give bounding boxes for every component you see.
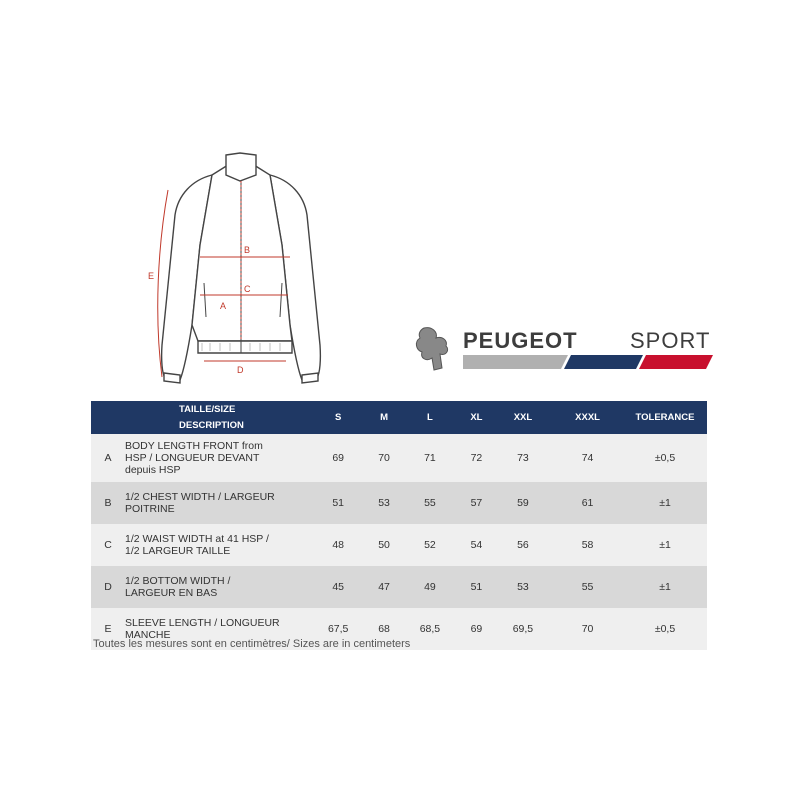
peugeot-sport-logo	[408, 322, 713, 377]
row-letter: D	[91, 566, 125, 608]
cell-value: 54	[459, 524, 494, 566]
row-description: 1/2 CHEST WIDTH / LARGEUR POITRINE	[125, 482, 309, 524]
header-size-m: M	[367, 401, 400, 434]
cell-value: 59	[494, 482, 552, 524]
header-tolerance: TOLERANCE	[623, 401, 707, 434]
cell-tolerance: ±0,5	[623, 608, 707, 650]
cell-value: 45	[309, 566, 367, 608]
row-letter: A	[91, 434, 125, 482]
brand-name: PEUGEOT	[463, 328, 578, 353]
cell-tolerance: ±0,5	[623, 434, 707, 482]
cell-value: 69	[459, 608, 494, 650]
cell-value: 56	[494, 524, 552, 566]
row-description: 1/2 WAIST WIDTH at 41 HSP / 1/2 LARGEUR TAILLE	[125, 524, 309, 566]
label-c: C	[244, 284, 251, 294]
cell-value: 69	[309, 434, 367, 482]
row-letter: E	[91, 608, 125, 650]
cell-value: 69,5	[494, 608, 552, 650]
table-row	[91, 566, 707, 608]
header-size-xxxl: XXXL	[552, 401, 623, 434]
cell-value: 61	[552, 482, 623, 524]
cell-tolerance: ±1	[623, 566, 707, 608]
cell-value: 47	[367, 566, 400, 608]
jacket-diagram	[140, 145, 350, 390]
cell-value: 68,5	[401, 608, 459, 650]
cell-value: 67,5	[309, 608, 367, 650]
cell-value: 72	[459, 434, 494, 482]
label-b: B	[244, 245, 251, 255]
size-table	[91, 401, 707, 650]
cell-value: 68	[367, 608, 400, 650]
label-d: D	[237, 365, 244, 375]
table-row	[91, 524, 707, 566]
row-letter: C	[91, 524, 125, 566]
cell-value: 52	[401, 524, 459, 566]
cell-value: 57	[459, 482, 494, 524]
cell-value: 55	[401, 482, 459, 524]
cell-value: 74	[552, 434, 623, 482]
header-size-label: TAILLE/SIZE	[179, 403, 236, 415]
cell-tolerance: ±1	[623, 524, 707, 566]
logo-stripe	[463, 355, 713, 369]
cell-value: 73	[494, 434, 552, 482]
label-a: A	[220, 301, 227, 311]
header-label	[125, 401, 309, 434]
cell-value: 70	[367, 434, 400, 482]
cell-value: 71	[401, 434, 459, 482]
cell-tolerance: ±1	[623, 482, 707, 524]
header-size-s: S	[309, 401, 367, 434]
cell-value: 53	[367, 482, 400, 524]
row-description: SLEEVE LENGTH / LONGUEUR MANCHE	[125, 608, 309, 650]
table-header	[91, 401, 707, 434]
cell-value: 51	[309, 482, 367, 524]
header-description-label: DESCRIPTION	[179, 419, 244, 431]
header-size-xl: XL	[459, 401, 494, 434]
cell-value: 50	[367, 524, 400, 566]
table-row	[91, 434, 707, 482]
table-row	[91, 482, 707, 524]
header-size-xxl: XXL	[494, 401, 552, 434]
measurement-note: Toutes les mesures sont en centimètres/ Sizes are in centimeters	[93, 638, 411, 650]
label-e: E	[148, 271, 155, 281]
cell-value: 55	[552, 566, 623, 608]
cell-value: 48	[309, 524, 367, 566]
row-description: BODY LENGTH FRONT from HSP / LONGUEUR DEVANT depuis HSP	[125, 434, 309, 482]
cell-value: 49	[401, 566, 459, 608]
cell-value: 70	[552, 608, 623, 650]
lion-icon	[410, 324, 455, 374]
row-description: 1/2 BOTTOM WIDTH / LARGEUR EN BAS	[125, 566, 309, 608]
brand-sub: SPORT	[630, 328, 711, 353]
cell-value: 53	[494, 566, 552, 608]
cell-value: 51	[459, 566, 494, 608]
row-letter: B	[91, 482, 125, 524]
header-size-l: L	[401, 401, 459, 434]
cell-value: 58	[552, 524, 623, 566]
